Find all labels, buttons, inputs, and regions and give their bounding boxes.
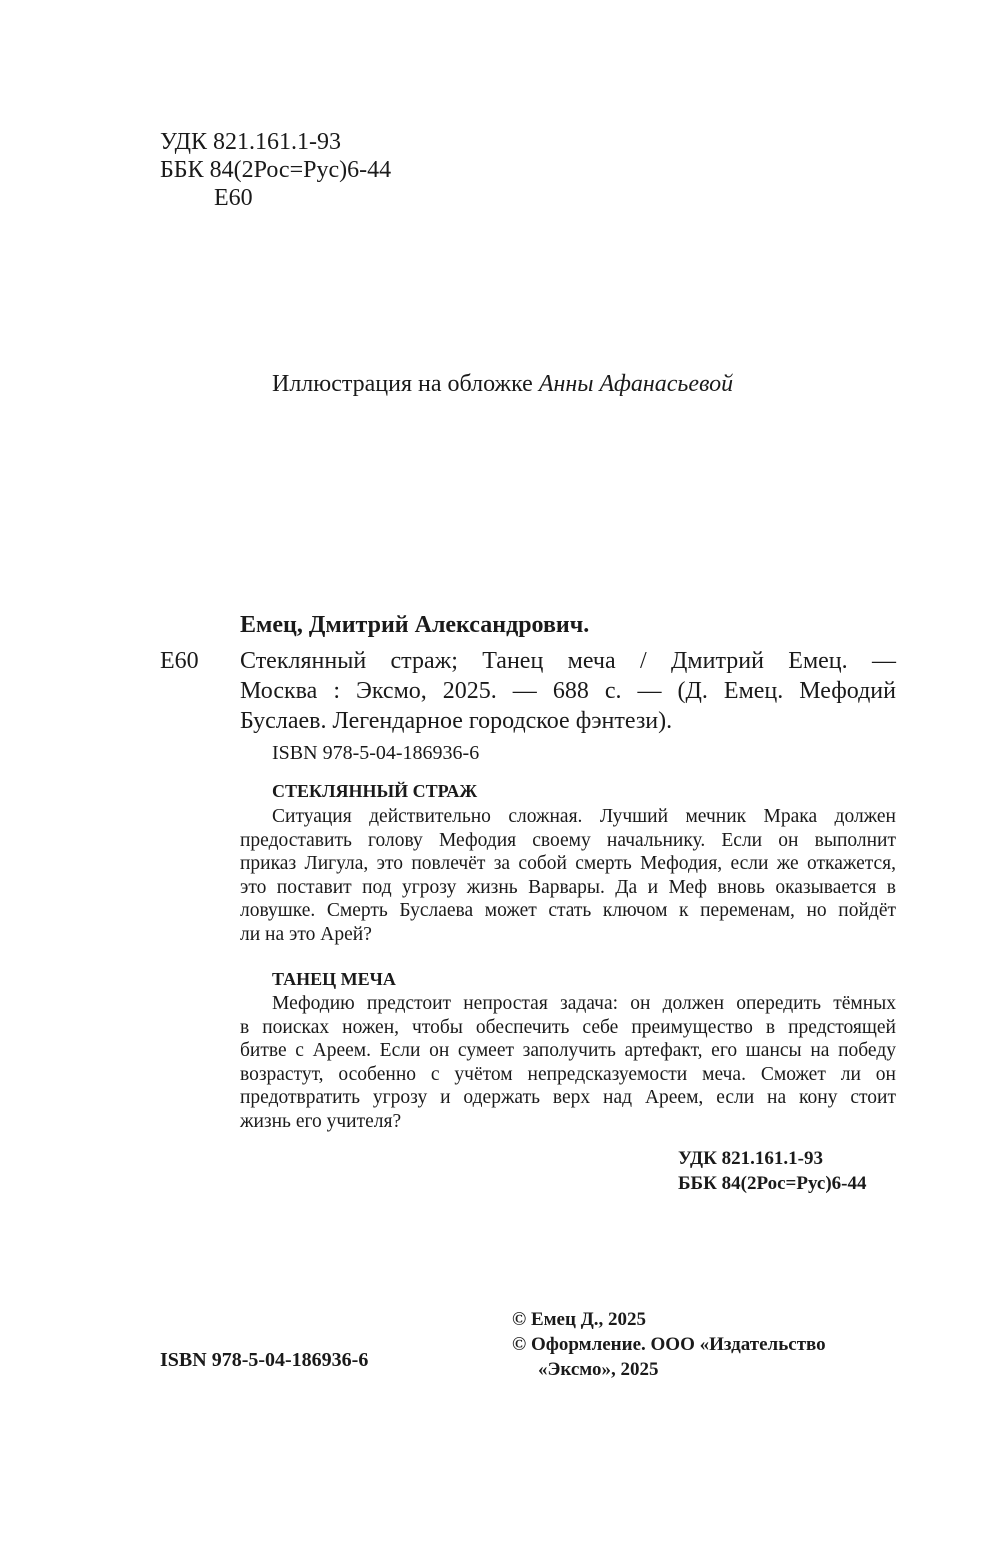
annotation-title-sword-dance: ТАНЕЦ МЕЧА [272, 969, 396, 989]
annotation-line: приказ Лигула, это повлечёт за собой смерть Мефодия, если же откажется, [240, 853, 896, 874]
bib-line: Стеклянный страж; Танец меча / Дмитрий Емец. — [240, 648, 896, 674]
annotation-line: Ситуация действительно сложная. Лучший мечник Мрака должен [272, 806, 896, 827]
annotation-title-glass-guard: СТЕКЛЯННЫЙ СТРАЖ [272, 781, 478, 801]
catalog-isbn: ISBN 978-5-04-186936-6 [272, 742, 480, 764]
annotation-text-sword-dance [240, 992, 896, 1133]
annotation-line: битве с Ареем. Если он сумеет заполучить артефакт, его шансы на победу [240, 1040, 896, 1061]
top-udk-code: УДК 821.161.1-93 [160, 129, 341, 155]
annotation-text-glass-guard [240, 805, 896, 946]
bottom-isbn: ISBN 978-5-04-186936-6 [160, 1349, 369, 1371]
annotation-line: возрастут, особенно с учётом непредсказуемости меча. Сможет ли он [240, 1063, 896, 1085]
bib-line: Буслаев. Легендарное городское фэнтези). [240, 708, 673, 734]
illustration-artist: Анны Афанасьевой [538, 371, 734, 397]
annotation-line: ли на это Арей? [240, 923, 372, 945]
annotation-line: это поставит под угрозу жизнь Варвары. Да и Меф вновь оказывается в [240, 876, 896, 898]
bib-line: Москва : Эксмо, 2025. — 688 с. — (Д. Емец. Мефодий [240, 678, 896, 704]
illustration-prefix: Иллюстрация на обложке [272, 371, 539, 397]
copyright-design: © Оформление. ООО «Издательство [512, 1334, 826, 1355]
illustration-credit [272, 371, 733, 398]
annotation-line: в поисках ножен, чтобы обеспечить себе преимущество в предстоящей [240, 1016, 896, 1038]
annotation-line: Мефодию предстоит непростая задача: он должен опередить тёмных [272, 993, 896, 1014]
copyright-author: © Емец Д., 2025 [512, 1309, 647, 1330]
top-bbk-code: ББК 84(2Рос=Рус)6-44 [160, 157, 392, 183]
annotation-line: предоставить голову Мефодия своему начальнику. Если он выполнит [240, 829, 896, 851]
annotation-line: предотвратить угрозу и одержать верх над Ареем, если на кону стоит [240, 1087, 896, 1108]
bottom-udk-code: УДК 821.161.1-93 [678, 1148, 823, 1169]
copyright-publisher: «Эксмо», 2025 [538, 1359, 659, 1380]
bottom-classification-codes [678, 1146, 866, 1196]
catalog-author-mark: Е60 [160, 648, 199, 674]
copyright-block [512, 1307, 826, 1382]
top-author-mark: Е60 [214, 185, 253, 211]
bottom-bbk-code: ББК 84(2Рос=Рус)6-44 [678, 1173, 867, 1194]
catalog-bibliographic-description [240, 646, 896, 736]
annotation-line: жизнь его учителя? [240, 1110, 402, 1132]
catalog-author: Емец, Дмитрий Александрович. [240, 612, 590, 638]
annotation-line: ловушке. Смерть Буслаева может стать ключом к переменам, но пойдёт [240, 900, 896, 921]
top-classification-codes [160, 128, 391, 212]
